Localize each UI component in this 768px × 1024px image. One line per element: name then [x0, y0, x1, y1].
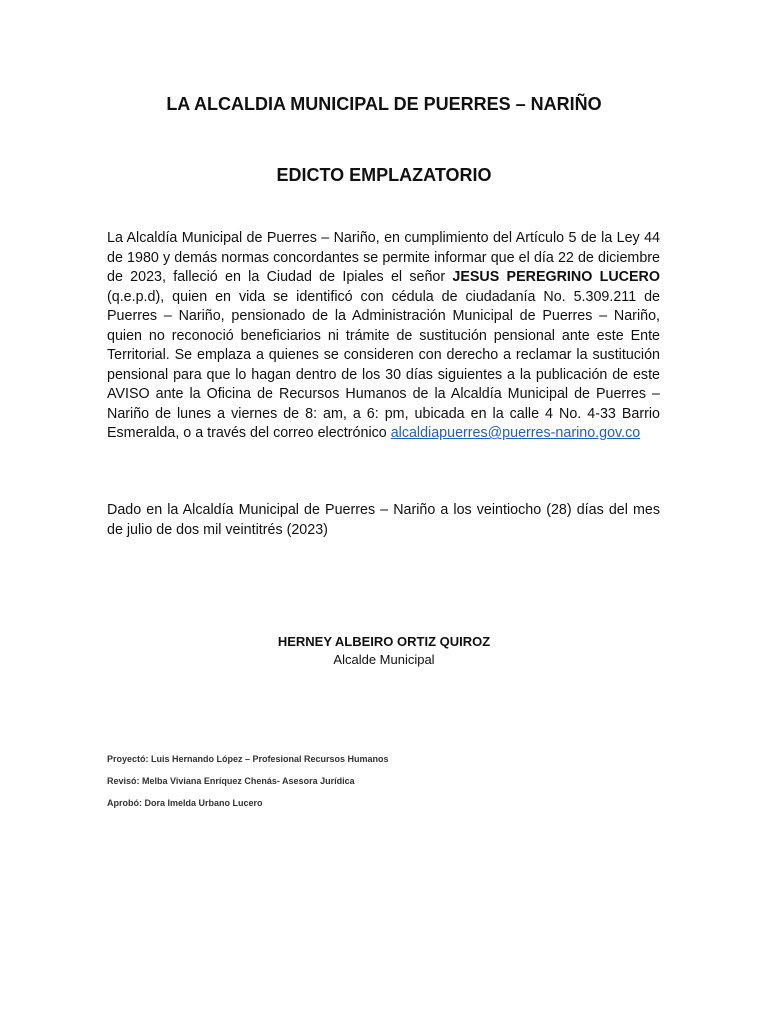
signer-name: HERNEY ALBEIRO ORTIZ QUIROZ: [277, 634, 491, 649]
email-link[interactable]: alcaldiapuerres@puerres-narino.gov.co: [390, 425, 641, 441]
notice-text-part-2: (q.e.p.d), quien en vida se identificó con cédula de ciudadanía No. 5.309.211 de Puerres – Nariño, pensionado de la Administración Municipal de Puerres – Nariño, quien no reconoció beneficiarios ni trámite de sustitución pensional ante este Ente Territorial. Se emplaza a quienes se consideren con derecho a reclamar la sustitución pensional para que lo hagan dentro de los 30 días siguientes a la publicación de este AVISO ante la Oficina de Recursos Humanos de la Alcaldía Municipal de Puerres – Nariño de lunes a viernes de 8: am, a 6: pm, ubicada en la calle 4 No. 4-33 Barrio Esmeralda, o a través del correo electrónico: [107, 288, 660, 441]
credit-reviewed-by: Revisó: Melba Viviana Enríquez Chenás- Asesora Jurídica: [107, 776, 355, 786]
document-heading: LA ALCALDIA MUNICIPAL DE PUERRES – NARIÑO: [166, 94, 602, 114]
date-paragraph: Dado en la Alcaldía Municipal de Puerres – Nariño a los veintiocho (28) días del mes de julio de dos mil veintitrés (2023): [107, 502, 660, 538]
notice-text-part-1: La Alcaldía Municipal de Puerres – Nariño, en cumplimiento del Artículo 5 de la Ley 44 de 1980 y demás normas concordantes se permite informar que el día 22 de diciembre de 2023, falleció en la Ciudad de Ipiales el señor: [107, 230, 660, 285]
credit-approved-by: Aprobó: Dora Imelda Urbano Lucero: [107, 798, 263, 808]
notice-paragraph: [107, 229, 660, 444]
document-subheading: EDICTO EMPLAZATORIO: [276, 165, 492, 185]
deceased-name: JESUS PEREGRINO LUCERO: [452, 269, 660, 285]
credit-projected-by: Proyectó: Luis Hernando López – Profesional Recursos Humanos: [107, 754, 389, 764]
signer-role: Alcalde Municipal: [333, 652, 435, 667]
